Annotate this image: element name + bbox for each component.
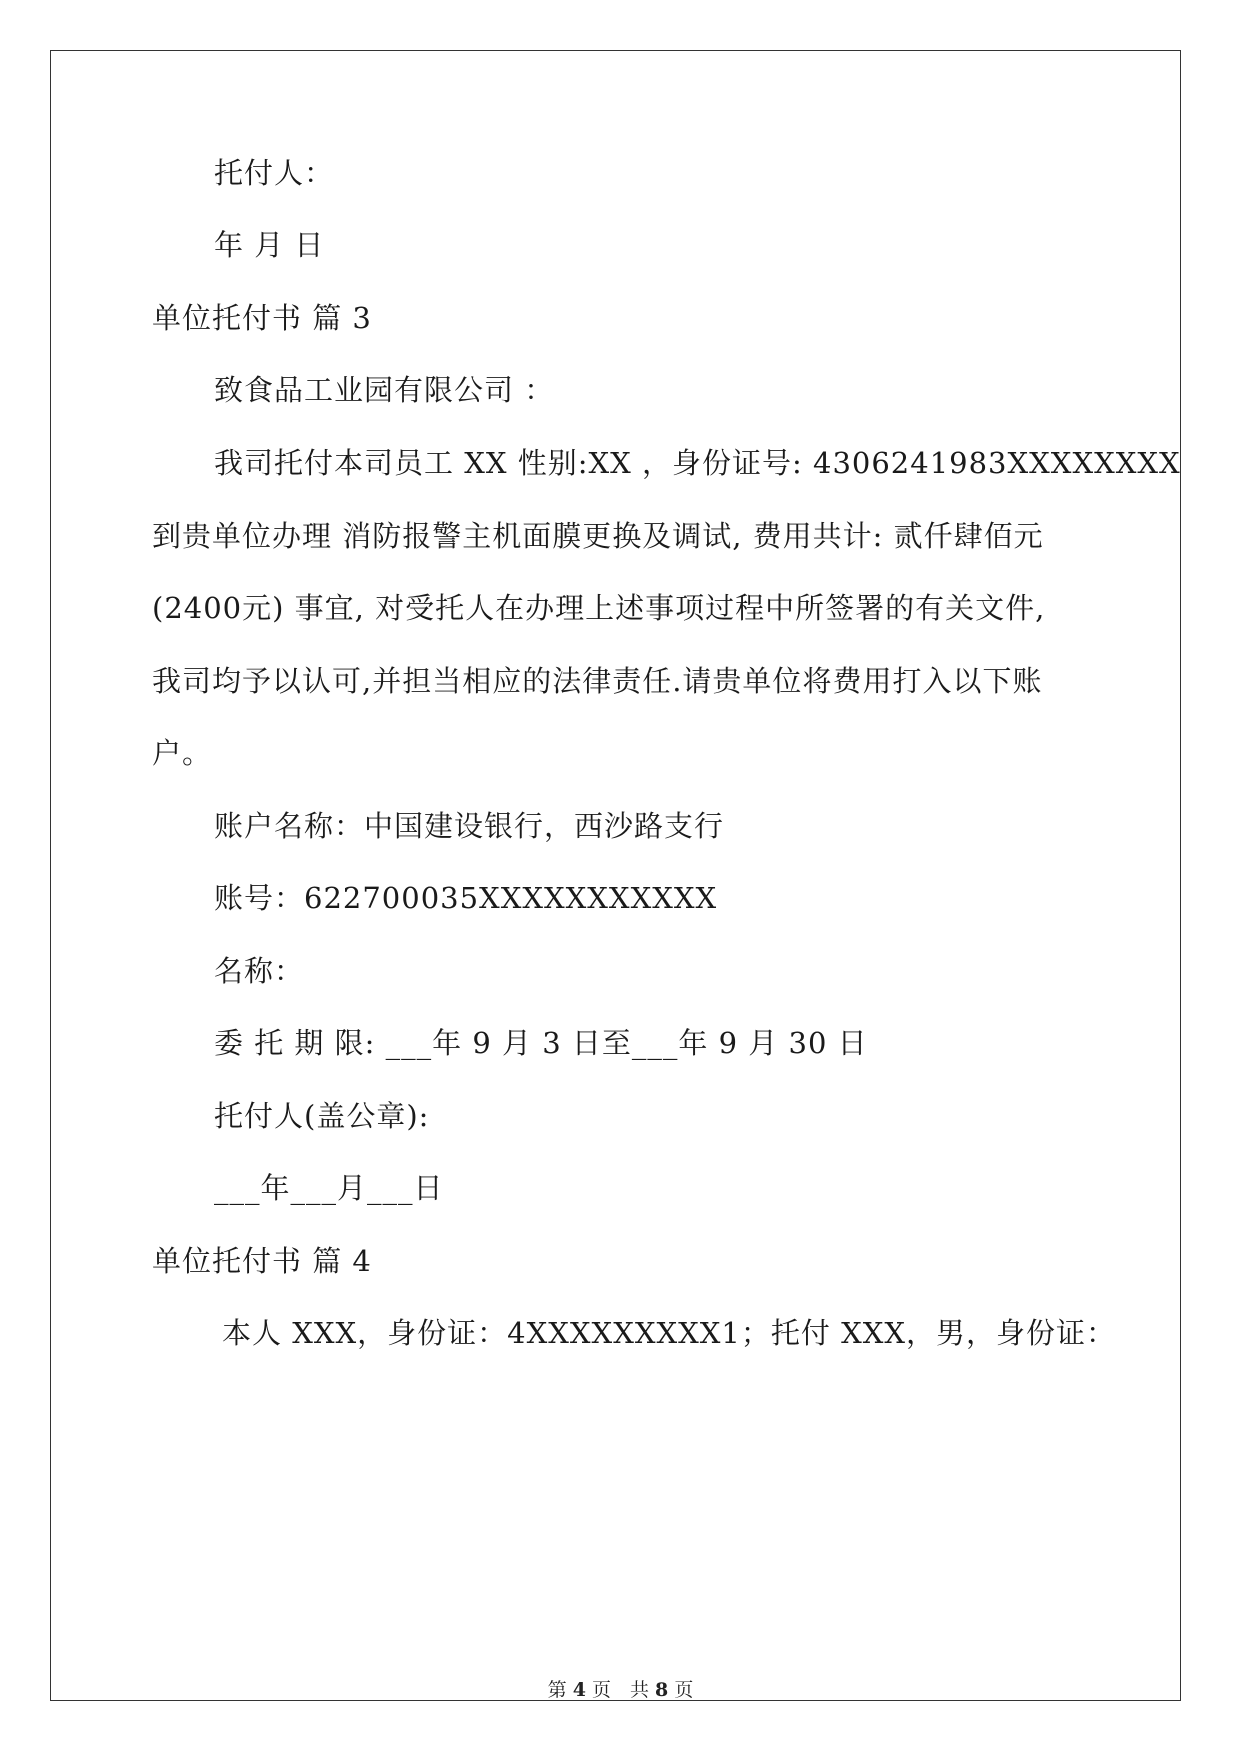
body-paragraph-line-1: 我司托付本司员工 XX 性别:XX ，身份证号: 4306241983XXXXXXXX (214, 446, 1181, 480)
body-paragraph-line-3: (2400元) 事宜, 对受托人在办理上述事项过程中所签署的有关文件, (152, 591, 1046, 625)
body-paragraph-line-2: 到贵单位办理 消防报警主机面膜更换及调试, 费用共计: 贰仟肆佰元 (152, 519, 1044, 553)
signature-date-line: ___年___月___日 (214, 1171, 444, 1205)
body-paragraph-line-4: 我司均予以认可,并担当相应的法律责任.请贵单位将费用打入以下账 (152, 664, 1043, 698)
entrust-period-line: 委 托 期 限: ___年 9 月 3 日至___年 9 月 30 日 (214, 1026, 868, 1060)
footer-mid: 页 共 (591, 1679, 649, 1701)
name-line: 名称： (214, 954, 305, 988)
account-name-line: 账户名称：中国建设银行，西沙路支行 (214, 809, 725, 843)
addressee-line: 致食品工业园有限公司 ： (214, 373, 555, 407)
date-line: 年 月 日 (214, 228, 325, 262)
section-heading-3: 单位托付书 篇 3 (152, 301, 372, 335)
page-footer (0, 1678, 1241, 1702)
footer-total-pages: 8 (655, 1679, 669, 1701)
body-paragraph-line-5: 户。 (152, 736, 213, 770)
section-4-body-line-1: 本人 XXX，身份证：4XXXXXXXXX1；托付 XXX，男，身份证： (222, 1316, 1117, 1350)
footer-page-number: 4 (572, 1679, 586, 1701)
entrustor-seal-line: 托付人(盖公章): (214, 1099, 430, 1133)
entrustor-label: 托付人： (214, 156, 335, 190)
account-number-line: 账号：622700035XXXXXXXXXXX (214, 881, 718, 915)
section-heading-4: 单位托付书 篇 4 (152, 1244, 372, 1278)
footer-suffix: 页 (674, 1679, 694, 1701)
footer-prefix: 第 (547, 1679, 567, 1701)
